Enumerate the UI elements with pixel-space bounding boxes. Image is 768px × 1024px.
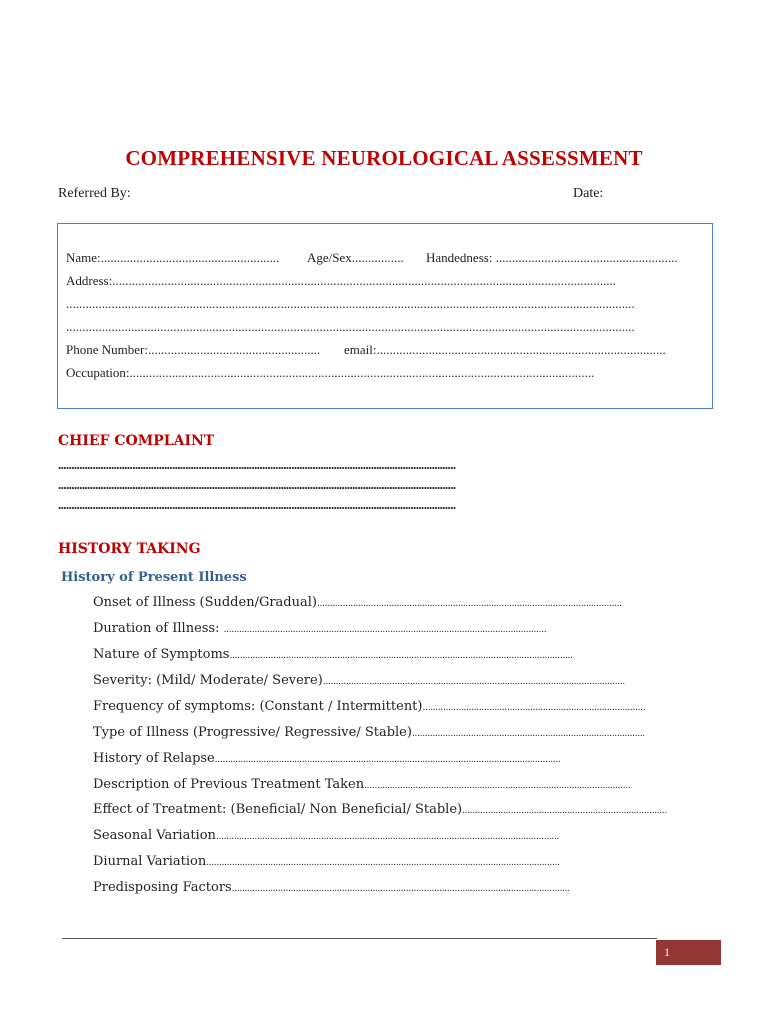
- history-item-label: Nature of Symptoms: [93, 647, 230, 662]
- history-item-answer-line[interactable]: ................................................................................: [462, 806, 667, 816]
- history-item-label: Duration of Illness:: [93, 621, 224, 636]
- history-item-answer-line[interactable]: ..........................................................................................................................................: [206, 858, 560, 868]
- history-item[interactable]: [68, 725, 708, 740]
- history-item[interactable]: [68, 621, 708, 636]
- history-taking-heading: HISTORY TAKING: [58, 541, 201, 557]
- history-item[interactable]: [68, 777, 708, 792]
- page-title: COMPREHENSIVE NEUROLOGICAL ASSESSMENT: [125, 146, 643, 170]
- history-item-label: Description of Previous Treatment Taken: [93, 777, 365, 792]
- history-item-answer-line[interactable]: ....................................................................................................................................: [231, 884, 570, 894]
- history-present-illness-subheading: History of Present Illness: [61, 570, 247, 585]
- history-item-label: Seasonal Variation: [93, 828, 216, 843]
- address-line-2[interactable]: ...............................................................................................................................................................................: [66, 296, 635, 311]
- history-item[interactable]: [68, 673, 708, 688]
- history-item-answer-line[interactable]: .......................................................................................: [422, 703, 646, 713]
- history-item[interactable]: [68, 854, 708, 869]
- age-sex-field[interactable]: Age/Sex................: [307, 250, 404, 265]
- history-item[interactable]: [68, 880, 708, 895]
- date-label: Date:: [573, 186, 604, 201]
- history-item-answer-line[interactable]: ......................................................................................................................................: [229, 651, 573, 661]
- handedness-field[interactable]: Handedness: ........................................................: [426, 250, 678, 265]
- history-item-answer-line[interactable]: ........................................................................................................: [364, 781, 631, 791]
- history-item[interactable]: [68, 828, 708, 843]
- chief-complaint-line[interactable]: ......................................................................................................................................................: [58, 478, 456, 492]
- chief-complaint-line[interactable]: ......................................................................................................................................................: [58, 458, 456, 472]
- history-item[interactable]: [68, 595, 708, 610]
- history-item-answer-line[interactable]: ..............................................................................................................................: [223, 625, 547, 635]
- history-item-label: Type of Illness (Progressive/ Regressive/ Stable): [93, 725, 412, 740]
- chief-complaint-heading: CHIEF COMPLAINT: [58, 433, 215, 449]
- history-item-label: Effect of Treatment: (Beneficial/ Non Beneficial/ Stable): [93, 802, 463, 817]
- history-item[interactable]: [68, 802, 708, 817]
- chief-complaint-line[interactable]: ......................................................................................................................................................: [58, 498, 456, 512]
- history-item-answer-line[interactable]: ......................................................................................................................................: [215, 832, 560, 842]
- referred-by-label: Referred By:: [58, 186, 131, 201]
- email-field[interactable]: email:.........................................................................................: [344, 342, 666, 357]
- history-item-answer-line[interactable]: ......................................................................................................................: [322, 677, 625, 687]
- history-item-answer-line[interactable]: ...........................................................................................: [411, 729, 645, 739]
- history-item-label: Severity: (Mild/ Moderate/ Severe): [93, 673, 323, 688]
- history-item-label: Predisposing Factors: [93, 880, 232, 895]
- page-number-badge: 1: [656, 940, 721, 965]
- history-item-label: Diurnal Variation: [93, 854, 207, 869]
- history-item-label: Frequency of symptoms: (Constant / Intermittent): [93, 699, 423, 714]
- history-item[interactable]: [68, 751, 708, 766]
- address-line-3[interactable]: ...............................................................................................................................................................................: [66, 319, 635, 334]
- footer-divider: [62, 938, 657, 939]
- history-item-answer-line[interactable]: .......................................................................................................................................: [214, 755, 561, 765]
- name-field[interactable]: Name:.......................................................: [66, 250, 280, 265]
- history-item-answer-line[interactable]: .......................................................................................................................: [316, 599, 622, 609]
- history-item[interactable]: [68, 699, 708, 714]
- address-field[interactable]: Address:...........................................................................................................................................................: [66, 273, 616, 288]
- history-item-label: Onset of Illness (Sudden/Gradual): [93, 595, 317, 610]
- phone-number-field[interactable]: Phone Number:.....................................................: [66, 342, 321, 357]
- history-item[interactable]: [68, 647, 708, 662]
- history-item-label: History of Relapse: [93, 751, 215, 766]
- occupation-field[interactable]: Occupation:...............................................................................................................................................: [66, 365, 595, 380]
